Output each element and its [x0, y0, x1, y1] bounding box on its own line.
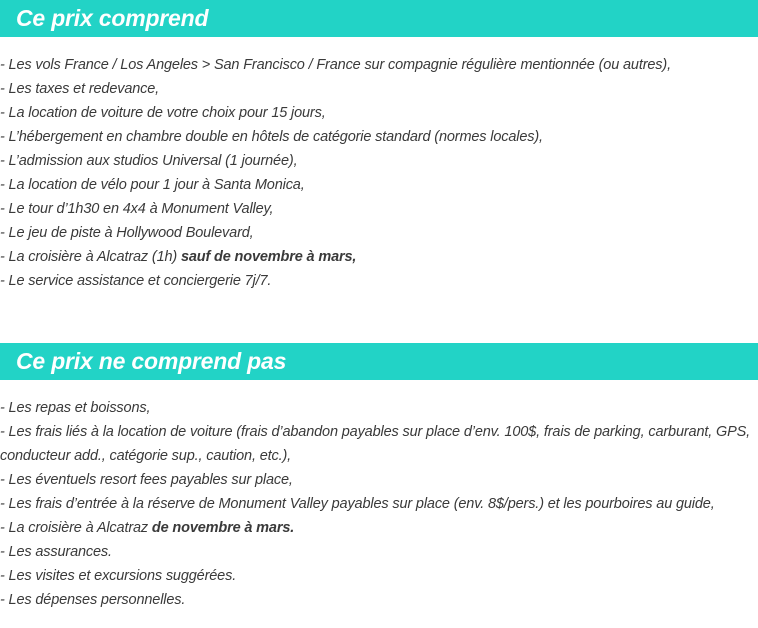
list-item — [0, 149, 756, 173]
list-item — [0, 492, 756, 516]
list-item — [0, 173, 756, 197]
list-item — [0, 221, 756, 245]
list-item — [0, 420, 756, 468]
list-item — [0, 101, 756, 125]
list-item — [0, 125, 756, 149]
list-item-text: - Les visites et excursions suggérées. — [0, 568, 237, 584]
list-item-emphasis: sauf de novembre à mars, — [180, 249, 357, 265]
list-item-text: - Les assurances. — [0, 544, 112, 560]
list-item-emphasis: de novembre à mars. — [151, 520, 295, 536]
list-item — [0, 564, 756, 588]
list-item — [0, 540, 756, 564]
included-list — [0, 53, 756, 293]
list-item-text: - Le service assistance et conciergerie 7j/7. — [0, 273, 272, 289]
list-item-text: - Les frais d’entrée à la réserve de Monument Valley payables sur place (env. 8$/pers.) et les pourboires au guide, — [0, 496, 715, 512]
list-item-text: - La croisière à Alcatraz (1h) — [0, 249, 181, 265]
list-item-text: - Les repas et boissons, — [0, 400, 151, 416]
section-title-included: Ce prix comprend — [16, 5, 209, 31]
list-item — [0, 588, 756, 612]
list-item-text: - Le tour d’1h30 en 4x4 à Monument Valley, — [0, 201, 274, 217]
list-item-text: - L’admission aux studios Universal (1 journée), — [0, 153, 298, 169]
list-item — [0, 53, 756, 77]
list-item-text: - Les dépenses personnelles. — [0, 592, 186, 608]
list-item — [0, 468, 756, 492]
list-item-text: - La croisière à Alcatraz — [0, 520, 152, 536]
list-item-text: - Les frais liés à la location de voiture (frais d’abandon payables sur place d’env. 100$, frais de parking, carburant, GPS, conducteur add., catégorie sup., caution, etc.), — [0, 424, 751, 464]
section-header-included — [0, 0, 758, 37]
list-item — [0, 197, 756, 221]
excluded-list — [0, 396, 756, 612]
list-item — [0, 516, 756, 540]
list-item-text: - Les vols France / Los Angeles > San Francisco / France sur compagnie régulière mentionnée (ou autres), — [0, 57, 671, 73]
section-header-excluded — [0, 343, 758, 380]
section-title-excluded: Ce prix ne comprend pas — [16, 348, 287, 374]
list-item-text: - La location de voiture de votre choix pour 15 jours, — [0, 105, 326, 121]
list-item-text: - Le jeu de piste à Hollywood Boulevard, — [0, 225, 254, 241]
list-item — [0, 269, 756, 293]
list-item-text: - Les taxes et redevance, — [0, 81, 160, 97]
list-item-text: - La location de vélo pour 1 jour à Santa Monica, — [0, 177, 305, 193]
list-item-text: - Les éventuels resort fees payables sur place, — [0, 472, 293, 488]
list-item — [0, 245, 756, 269]
list-item — [0, 77, 756, 101]
list-item — [0, 396, 756, 420]
list-item-text: - L’hébergement en chambre double en hôtels de catégorie standard (normes locales), — [0, 129, 543, 145]
